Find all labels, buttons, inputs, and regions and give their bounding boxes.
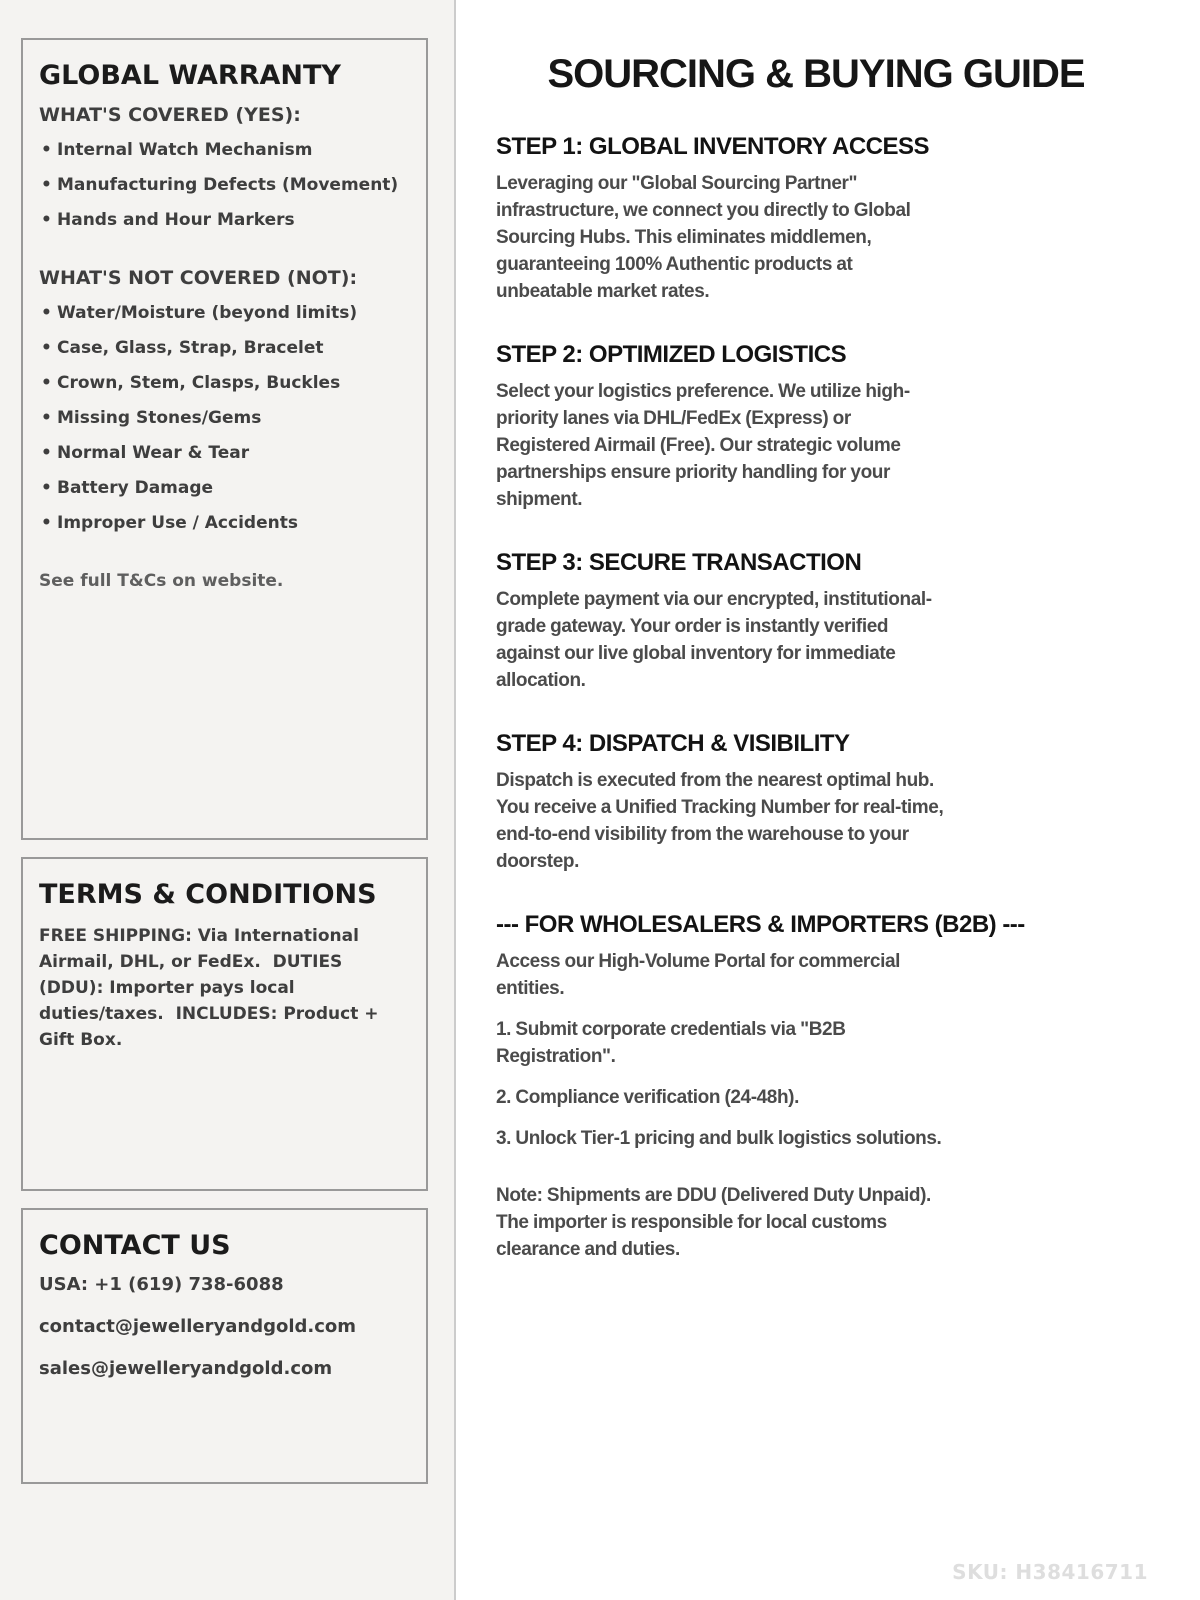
not-covered-heading: WHAT'S NOT COVERED (NOT): bbox=[39, 267, 358, 289]
not-covered-item: • Case, Glass, Strap, Bracelet bbox=[39, 338, 408, 358]
warranty-footnote: See full T&Cs on website. bbox=[39, 571, 284, 591]
covered-list bbox=[39, 140, 408, 230]
not-covered-item: • Crown, Stem, Clasps, Buckles bbox=[39, 373, 408, 393]
terms-body: FREE SHIPPING: Via International Airmail, DHL, or FedEx. DUTIES (DDU): Importer pays local duties/taxes. INCLUDES: Product + Gift Box. bbox=[39, 926, 385, 1050]
step-1-section bbox=[496, 133, 1200, 305]
step-2-heading: STEP 2: OPTIMIZED LOGISTICS bbox=[496, 341, 847, 368]
contact-box bbox=[21, 1208, 428, 1484]
step-1-heading: STEP 1: GLOBAL INVENTORY ACCESS bbox=[496, 133, 930, 160]
covered-item: • Hands and Hour Markers bbox=[39, 210, 408, 230]
step-4-section bbox=[496, 730, 1200, 875]
b2b-note: Note: Shipments are DDU (Delivered Duty Unpaid). The importer is responsible for local customs clearance and duties. bbox=[496, 1185, 931, 1260]
step-4-heading: STEP 4: DISPATCH & VISIBILITY bbox=[496, 730, 850, 757]
contact-phone: USA: +1 (619) 738-6088 bbox=[39, 1274, 284, 1295]
terms-box bbox=[21, 857, 428, 1191]
not-covered-item: • Water/Moisture (beyond limits) bbox=[39, 303, 408, 323]
not-covered-item: • Battery Damage bbox=[39, 478, 408, 498]
step-3-section bbox=[496, 549, 1200, 694]
contact-title: CONTACT US bbox=[39, 1230, 231, 1261]
b2b-heading: --- FOR WHOLESALERS & IMPORTERS (B2B) --- bbox=[496, 911, 1025, 938]
b2b-section bbox=[496, 911, 1200, 1263]
step-2-body: Select your logistics preference. We utilize high-priority lanes via DHL/FedEx (Express) or Registered Airmail (Free). Our strategic volume partnerships ensure priority handling for your shipment. bbox=[496, 381, 910, 510]
not-covered-item: • Improper Use / Accidents bbox=[39, 513, 408, 533]
b2b-item-3: 3. Unlock Tier-1 pricing and bulk logistics solutions. bbox=[496, 1128, 942, 1149]
step-3-body: Complete payment via our encrypted, institutional-grade gateway. Your order is instantly verified against our live global inventory for immediate allocation. bbox=[496, 589, 932, 691]
step-1-body: Leveraging our "Global Sourcing Partner" infrastructure, we connect you directly to Global Sourcing Hubs. This eliminates middlemen, guaranteeing 100% Authentic products at unbeatable market rates. bbox=[496, 173, 911, 302]
page-title: SOURCING & BUYING GUIDE bbox=[547, 52, 1085, 96]
covered-heading: WHAT'S COVERED (YES): bbox=[39, 104, 301, 126]
not-covered-item: • Missing Stones/Gems bbox=[39, 408, 408, 428]
step-4-body: Dispatch is executed from the nearest optimal hub. You receive a Unified Tracking Number for real-time, end-to-end visibility from the warehouse to your doorstep. bbox=[496, 770, 944, 872]
not-covered-item: • Normal Wear & Tear bbox=[39, 443, 408, 463]
step-2-section bbox=[496, 341, 1200, 513]
not-covered-list bbox=[39, 303, 408, 533]
warranty-title: GLOBAL WARRANTY bbox=[39, 60, 341, 91]
b2b-item-2: 2. Compliance verification (24-48h). bbox=[496, 1087, 799, 1108]
step-3-heading: STEP 3: SECURE TRANSACTION bbox=[496, 549, 862, 576]
terms-title: TERMS & CONDITIONS bbox=[39, 879, 377, 910]
sku-label: SKU: H38416711 bbox=[952, 1560, 1148, 1584]
contact-email-sales: sales@jewelleryandgold.com bbox=[39, 1358, 333, 1379]
b2b-intro: Access our High-Volume Portal for commercial entities. bbox=[496, 951, 900, 999]
warranty-box bbox=[21, 38, 428, 840]
contact-email-primary: contact@jewelleryandgold.com bbox=[39, 1316, 357, 1337]
covered-item: • Internal Watch Mechanism bbox=[39, 140, 408, 160]
main-content bbox=[458, 0, 1200, 1600]
sidebar bbox=[0, 0, 456, 1600]
covered-item: • Manufacturing Defects (Movement) bbox=[39, 175, 408, 195]
b2b-item-1: 1. Submit corporate credentials via "B2B Registration". bbox=[496, 1019, 846, 1067]
